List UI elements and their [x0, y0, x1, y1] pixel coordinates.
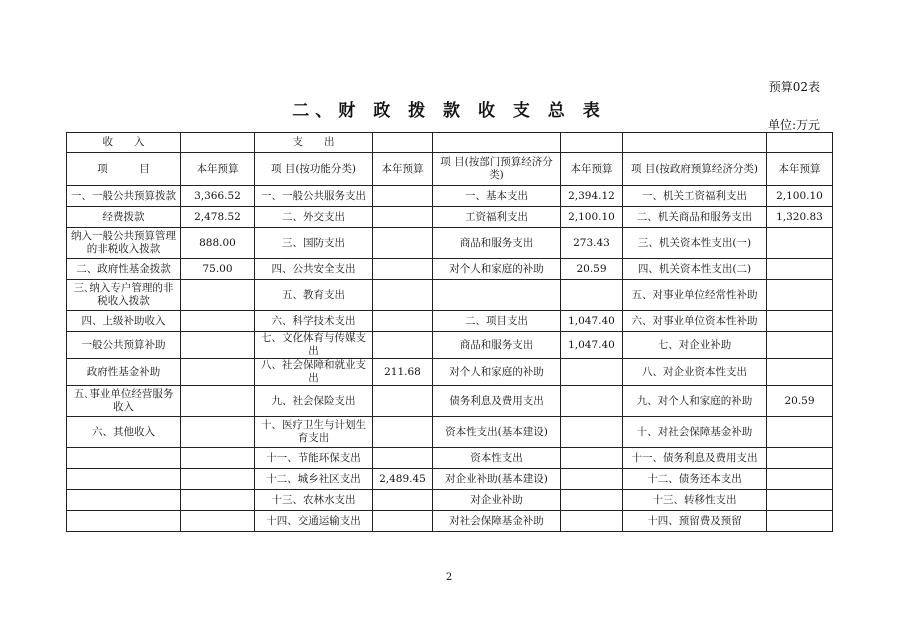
amount-cell [767, 311, 833, 332]
item-cell: 商品和服务支出 [433, 228, 561, 259]
amount-cell [181, 332, 255, 359]
item-cell: 六、其他收入 [67, 417, 181, 448]
amount-cell: 1,320.83 [767, 207, 833, 228]
item-cell: 十三、转移性支出 [623, 490, 767, 511]
amount-cell: 2,478.52 [181, 207, 255, 228]
amount-cell [561, 386, 623, 417]
amount-cell [181, 417, 255, 448]
amount-cell [767, 448, 833, 469]
amount-cell [181, 511, 255, 532]
item-cell: 八、社会保障和就业支出 [255, 359, 373, 386]
item-cell: 三､纳入专户管理的非税收入拨款 [67, 280, 181, 311]
table-row [67, 417, 833, 448]
page-number: 2 [445, 572, 453, 583]
item-cell: 资本性支出 [433, 448, 561, 469]
item-cell: 十四、交通运输支出 [255, 511, 373, 532]
item-cell: 对个人和家庭的补助 [433, 259, 561, 280]
item-cell [433, 280, 561, 311]
budget-table [66, 132, 833, 532]
item-cell: 三、国防支出 [255, 228, 373, 259]
top-header-cell [623, 133, 767, 153]
item-cell [67, 448, 181, 469]
amount-cell [181, 386, 255, 417]
item-cell: 商品和服务支出 [433, 332, 561, 359]
table-row [67, 280, 833, 311]
amount-cell [373, 332, 433, 359]
item-cell: 十四、预留费及预留 [623, 511, 767, 532]
item-cell: 政府性基金补助 [67, 359, 181, 386]
amount-cell: 2,394.12 [561, 186, 623, 207]
column-header: 项 目(按政府预算经济分类) [623, 153, 767, 186]
amount-cell [767, 511, 833, 532]
item-cell: 四、上级补助收入 [67, 311, 181, 332]
amount-cell [767, 228, 833, 259]
column-header: 项 目(按功能分类) [255, 153, 373, 186]
amount-cell [561, 511, 623, 532]
amount-cell [561, 448, 623, 469]
item-cell: 七、文化体育与传媒支出 [255, 332, 373, 359]
table-row [67, 186, 833, 207]
amount-cell [373, 386, 433, 417]
amount-cell: 2,100.10 [767, 186, 833, 207]
item-cell: 一般公共预算补助 [67, 332, 181, 359]
amount-cell [767, 469, 833, 490]
amount-cell [561, 359, 623, 386]
amount-cell [181, 359, 255, 386]
item-cell: 一、基本支出 [433, 186, 561, 207]
top-header-cell: 收 入 [67, 133, 181, 153]
column-header: 本年预算 [181, 153, 255, 186]
amount-cell [373, 511, 433, 532]
amount-cell [561, 490, 623, 511]
page-title: 二、财 政 拨 款 收 支 总 表 [292, 101, 606, 121]
table-row [67, 259, 833, 280]
item-cell: 六、对事业单位资本性补助 [623, 311, 767, 332]
item-cell [67, 511, 181, 532]
amount-cell [373, 490, 433, 511]
amount-cell [561, 280, 623, 311]
amount-cell: 20.59 [561, 259, 623, 280]
item-cell: 对个人和家庭的补助 [433, 359, 561, 386]
item-cell: 工资福利支出 [433, 207, 561, 228]
amount-cell: 2,100.10 [561, 207, 623, 228]
header-row [67, 133, 833, 153]
amount-cell: 273.43 [561, 228, 623, 259]
item-cell: 十三、农林水支出 [255, 490, 373, 511]
column-header: 项 目 [67, 153, 181, 186]
top-header-cell [433, 133, 561, 153]
unit-label: 单位:万元 [767, 118, 820, 132]
amount-cell [181, 490, 255, 511]
amount-cell [767, 332, 833, 359]
top-header-cell: 支 出 [255, 133, 373, 153]
item-cell: 十二、城乡社区支出 [255, 469, 373, 490]
amount-cell [181, 311, 255, 332]
item-cell: 十、对社会保障基金补助 [623, 417, 767, 448]
form-number: 预算02表 [768, 80, 820, 94]
item-cell: 三、机关资本性支出(一) [623, 228, 767, 259]
top-header-cell [181, 133, 255, 153]
amount-cell [181, 469, 255, 490]
item-cell: 二、项目支出 [433, 311, 561, 332]
item-cell: 八、对企业资本性支出 [623, 359, 767, 386]
amount-cell [561, 417, 623, 448]
amount-cell: 211.68 [373, 359, 433, 386]
item-cell: 五、对事业单位经常性补助 [623, 280, 767, 311]
item-cell: 七、对企业补助 [623, 332, 767, 359]
amount-cell [373, 280, 433, 311]
amount-cell [181, 448, 255, 469]
amount-cell [373, 417, 433, 448]
item-cell [67, 469, 181, 490]
item-cell: 一、机关工资福利支出 [623, 186, 767, 207]
item-cell: 二、外交支出 [255, 207, 373, 228]
amount-cell [767, 417, 833, 448]
column-header: 本年预算 [767, 153, 833, 186]
table-row [67, 311, 833, 332]
table-row [67, 490, 833, 511]
table-row [67, 386, 833, 417]
table-row [67, 511, 833, 532]
table-row [67, 469, 833, 490]
item-cell: 四、公共安全支出 [255, 259, 373, 280]
column-header-row [67, 153, 833, 186]
amount-cell: 75.00 [181, 259, 255, 280]
item-cell: 经费拨款 [67, 207, 181, 228]
amount-cell [767, 259, 833, 280]
amount-cell [767, 490, 833, 511]
amount-cell [373, 311, 433, 332]
item-cell: 纳入一般公共预算管理的非税收入拨款 [67, 228, 181, 259]
amount-cell: 2,489.45 [373, 469, 433, 490]
item-cell: 十一、节能环保支出 [255, 448, 373, 469]
item-cell: 四、机关资本性支出(二) [623, 259, 767, 280]
amount-cell [373, 207, 433, 228]
top-header-cell [767, 133, 833, 153]
item-cell: 一、一般公共预算拨款 [67, 186, 181, 207]
item-cell: 一、一般公共服务支出 [255, 186, 373, 207]
amount-cell [373, 259, 433, 280]
item-cell: 二、机关商品和服务支出 [623, 207, 767, 228]
column-header: 项 目(按部门预算经济分类) [433, 153, 561, 186]
amount-cell [767, 359, 833, 386]
item-cell: 对企业补助 [433, 490, 561, 511]
item-cell: 五､事业单位经营服务收入 [67, 386, 181, 417]
item-cell [67, 490, 181, 511]
top-header-cell [561, 133, 623, 153]
top-header-cell [373, 133, 433, 153]
table-row [67, 228, 833, 259]
item-cell: 十二、债务还本支出 [623, 469, 767, 490]
item-cell: 五、教育支出 [255, 280, 373, 311]
amount-cell [181, 280, 255, 311]
item-cell: 十、医疗卫生与计划生育支出 [255, 417, 373, 448]
amount-cell: 1,047.40 [561, 311, 623, 332]
amount-cell: 888.00 [181, 228, 255, 259]
item-cell: 九、社会保险支出 [255, 386, 373, 417]
item-cell: 十一、债务利息及费用支出 [623, 448, 767, 469]
amount-cell: 3,366.52 [181, 186, 255, 207]
amount-cell [373, 186, 433, 207]
amount-cell [767, 280, 833, 311]
item-cell: 六、科学技术支出 [255, 311, 373, 332]
amount-cell [373, 448, 433, 469]
table-row [67, 359, 833, 386]
item-cell: 对企业补助(基本建设) [433, 469, 561, 490]
amount-cell [561, 469, 623, 490]
amount-cell: 1,047.40 [561, 332, 623, 359]
column-header: 本年预算 [373, 153, 433, 186]
item-cell: 资本性支出(基本建设) [433, 417, 561, 448]
item-cell: 债务利息及费用支出 [433, 386, 561, 417]
table-row [67, 207, 833, 228]
table-row [67, 332, 833, 359]
amount-cell [373, 228, 433, 259]
amount-cell: 20.59 [767, 386, 833, 417]
column-header: 本年预算 [561, 153, 623, 186]
table-row [67, 448, 833, 469]
item-cell: 二、政府性基金拨款 [67, 259, 181, 280]
item-cell: 九、对个人和家庭的补助 [623, 386, 767, 417]
item-cell: 对社会保障基金补助 [433, 511, 561, 532]
